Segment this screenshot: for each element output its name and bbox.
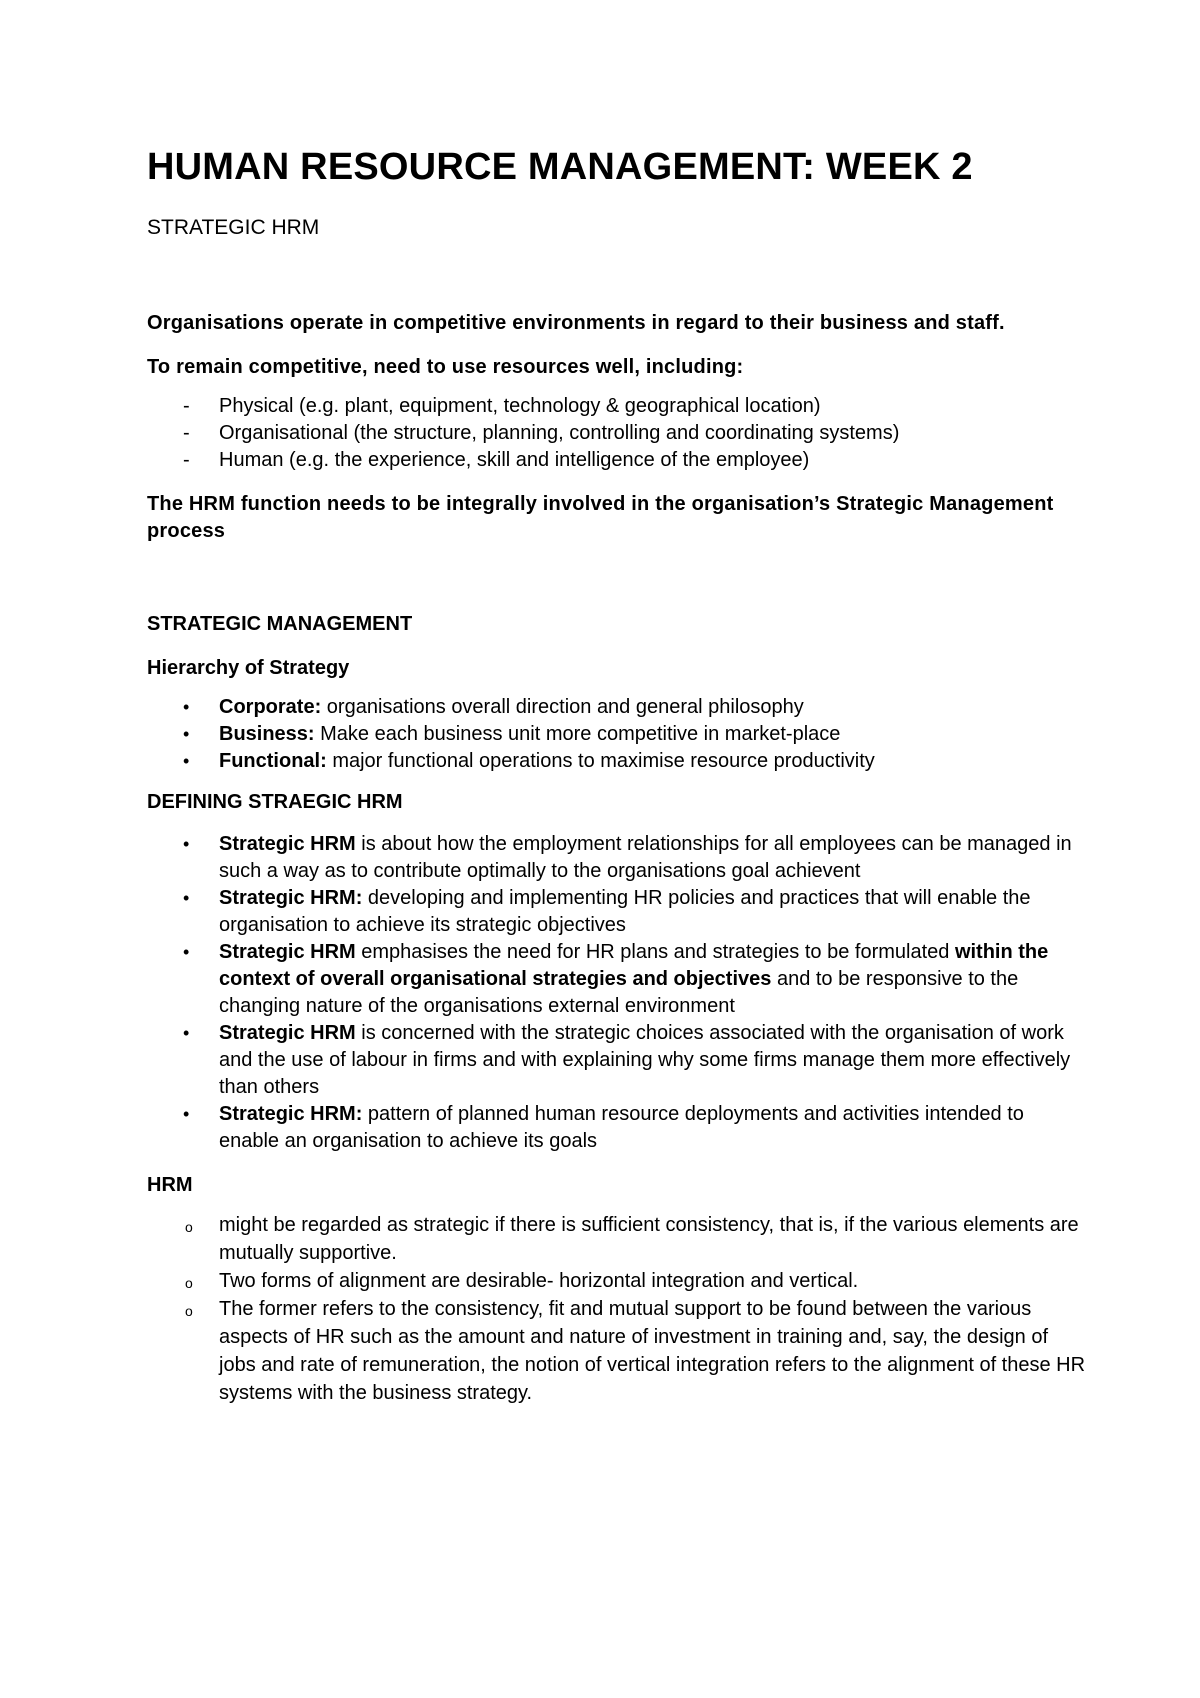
- remain-competitive-paragraph: To remain competitive, need to use resources well, including:: [147, 356, 744, 378]
- circle-marker: o: [185, 1303, 193, 1319]
- defining-list: [147, 831, 1087, 1155]
- hierarchy-list: [147, 694, 1087, 775]
- list-item: • Strategic HRM: developing and implementing HR policies and practices that will enable the organisation to achieve its strategic objectives: [183, 887, 1031, 936]
- page-title: HUMAN RESOURCE MANAGEMENT: WEEK 2: [147, 146, 973, 188]
- hrm-function-paragraph: The HRM function needs to be integrally involved in the organisation’s Strategic Management process: [147, 493, 1054, 542]
- circle-marker: o: [185, 1275, 193, 1291]
- intro-paragraph: Organisations operate in competitive environments in regard to their business and staff.: [147, 312, 1005, 334]
- dash-marker: -: [183, 449, 190, 471]
- strategic-management-heading: STRATEGIC MANAGEMENT: [147, 613, 413, 635]
- bullet-marker: •: [183, 751, 190, 771]
- list-item: o might be regarded as strategic if there is sufficient consistency, that is, if the various elements are mutually supportive.: [185, 1214, 1079, 1264]
- dash-marker: -: [183, 422, 190, 444]
- list-item: o Two forms of alignment are desirable- horizontal integration and vertical.: [147, 1267, 1087, 1295]
- list-item: - Organisational (the structure, planning, controlling and coordinating systems): [147, 420, 1087, 447]
- resources-list: [147, 393, 1087, 474]
- list-item: • Strategic HRM: pattern of planned human resource deployments and activities intended to enable an organisation to achieve its goals: [183, 1103, 1024, 1152]
- bullet-marker: •: [183, 942, 190, 962]
- list-item: • Strategic HRM is about how the employment relationships for all employees can be managed in such a way as to contribute optimally to the organisations goal achievent: [183, 833, 1072, 882]
- list-item: • Strategic HRM emphasises the need for HR plans and strategies to be formulated within the context of overall organisational strategies and objectives and to be responsive to the changing nature of the organisations external environment: [183, 941, 1049, 1017]
- hrm-points-list: [147, 1211, 1087, 1407]
- document-content: [147, 143, 1087, 1407]
- list-item: • Strategic HRM is concerned with the strategic choices associated with the organisation of work and the use of labour in firms and with explaining why some firms manage them more effectively than others: [183, 1022, 1071, 1098]
- list-item: - Human (e.g. the experience, skill and intelligence of the employee): [147, 447, 1087, 474]
- bullet-marker: •: [183, 1023, 190, 1043]
- page-subtitle: STRATEGIC HRM: [147, 216, 320, 239]
- bullet-marker: •: [183, 724, 190, 744]
- hierarchy-heading: Hierarchy of Strategy: [147, 657, 350, 679]
- list-item: • Business: Make each business unit more competitive in market-place: [147, 721, 1087, 748]
- defining-heading: DEFINING STRAEGIC HRM: [147, 791, 403, 813]
- list-item: - Physical (e.g. plant, equipment, technology & geographical location): [147, 393, 1087, 420]
- hrm-heading: HRM: [147, 1174, 193, 1196]
- bullet-marker: •: [183, 697, 190, 717]
- dash-marker: -: [183, 395, 190, 417]
- bullet-marker: •: [183, 1104, 190, 1124]
- bullet-marker: •: [183, 834, 190, 854]
- list-item: • Functional: major functional operations to maximise resource productivity: [147, 748, 1087, 775]
- circle-marker: o: [185, 1219, 193, 1235]
- list-item: o The former refers to the consistency, fit and mutual support to be found between the various aspects of HR such as the amount and nature of investment in training and, say, the design of jobs and rate of remuneration, the notion of vertical integration refers to the alignment of these HR systems with the business strategy.: [185, 1298, 1086, 1404]
- list-item: • Corporate: organisations overall direction and general philosophy: [147, 694, 1087, 721]
- bullet-marker: •: [183, 888, 190, 908]
